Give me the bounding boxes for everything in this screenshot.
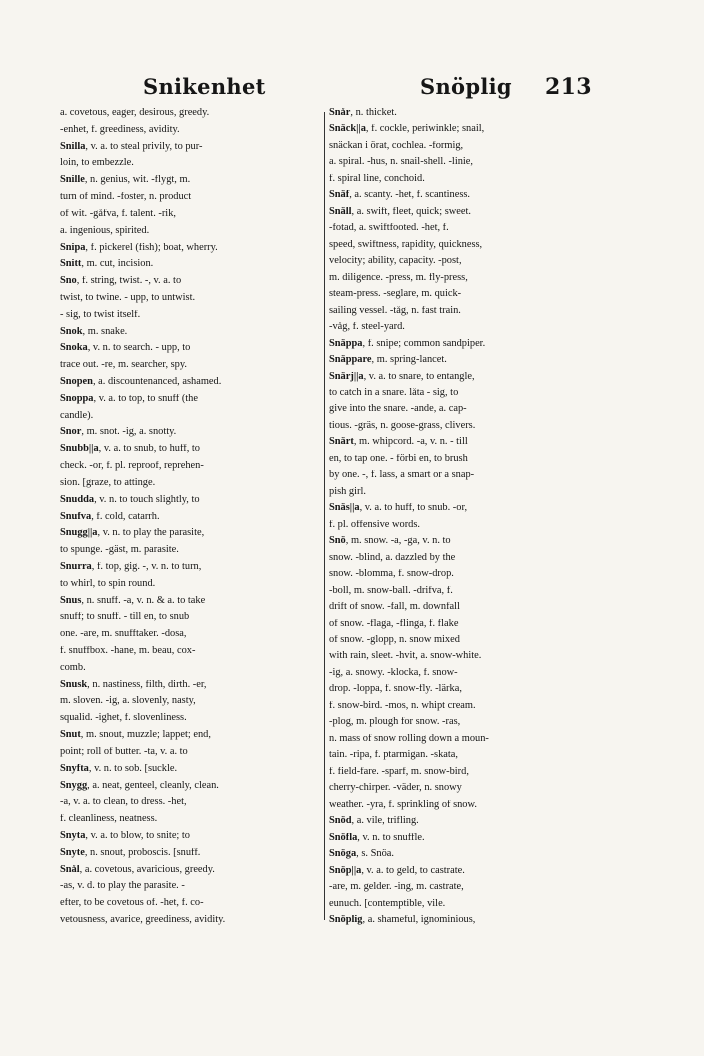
entry-line: Snår, n. thicket. <box>329 108 397 118</box>
entry-line: Snäll, a. swift, fleet, quick; sweet. <box>329 206 471 217</box>
entry-line: drift of snow. -fall, m. downfall <box>329 602 460 613</box>
entry-line: Snoppa, v. a. to top, to snuff (the <box>60 393 198 404</box>
entry-line: Snäf, a. scanty. -het, f. scantiness. <box>329 190 471 201</box>
left-column <box>60 108 322 926</box>
entry-line: -as, v. d. to play the parasite. - <box>60 881 185 892</box>
entry-line: by one. -, f. lass, a smart or a snap- <box>329 470 475 481</box>
entry-line: Snugg||a, v. n. to play the parasite, <box>60 528 205 539</box>
entry-line: Snyta, v. a. to blow, to snite; to <box>60 830 190 841</box>
entry-line: weather. -yra, f. sprinkling of snow. <box>329 799 477 810</box>
entry-line: steam-press. -seglare, m. quick- <box>329 289 462 300</box>
entry-line: give into the snare. -ande, a. cap- <box>329 404 467 415</box>
entry-line: Snut, m. snout, muzzle; lappet; end, <box>60 730 211 741</box>
entry-line: Snipa, f. pickerel (fish); boat, wherry. <box>60 242 218 253</box>
entry-line: -våg, f. steel-yard. <box>329 322 405 333</box>
entry-line: Snitt, m. cut, incision. <box>60 259 154 270</box>
entry-line: Snål, a. covetous, avaricious, greedy. <box>60 864 215 875</box>
entry-line: f. snow-bird. -mos, n. whipt cream. <box>329 700 476 711</box>
entry-line: Snäppare, m. spring-lancet. <box>329 355 447 366</box>
entry-line: tious. -gräs, n. goose-grass, clivers. <box>329 420 476 431</box>
entry-line: cherry-chirper. -väder, n. snowy <box>329 783 462 794</box>
entry-line: -boll, m. snow-ball. -drifva, f. <box>329 585 453 596</box>
entry-line: Snö, m. snow. -a, -ga, v. n. to <box>329 536 451 547</box>
entry-line: -a, v. a. to clean, to dress. -het, <box>60 797 187 808</box>
entry-line: Snor, m. snot. -ig, a. snotty. <box>60 427 177 438</box>
entry-line: snow. -blind, a. dazzled by the <box>329 552 456 563</box>
entry-line: speed, swiftness, rapidity, quickness, <box>329 239 483 250</box>
entry-line: m. diligence. -press, m. fly-press, <box>329 272 468 283</box>
entry-line: eunuch. [contemptible, vile. <box>329 898 446 909</box>
entry-line: a. ingenious, spirited. <box>60 225 150 236</box>
entry-line: efter, to be covetous of. -het, f. co- <box>60 898 204 909</box>
entry-line: with rain, sleet. -hvit, a. snow-white. <box>329 651 482 662</box>
entry-line: to spunge. -gäst, m. parasite. <box>60 545 179 556</box>
entry-line: -ig, a. snowy. -klocka, f. snow- <box>329 667 458 678</box>
entry-line: Snopen, a. discountenanced, ashamed. <box>60 377 222 387</box>
entry-line: of snow. -flaga, -flinga, f. flake <box>329 618 459 629</box>
entry-line: Sno, f. string, twist. -, v. a. to <box>60 276 182 287</box>
entry-line: Snöplig, a. shameful, ignominious, <box>329 914 476 925</box>
entry-line: f. snuffbox. -hane, m. beau, cox- <box>60 646 196 656</box>
entry-line: f. field-fare. -sparf, m. snow-bird, <box>329 766 469 777</box>
entry-line: Snufva, f. cold, catarrh. <box>60 511 160 522</box>
entry-line: tain. -ripa, f. ptarmigan. -skata, <box>329 750 458 761</box>
entry-line: Snoka, v. n. to search. - upp, to <box>60 343 191 354</box>
right-column <box>329 108 589 926</box>
entry-line: Snurra, f. top, gig. -, v. n. to turn, <box>60 561 202 572</box>
entry-line: vetousness, avarice, greediness, avidity. <box>60 915 226 925</box>
entry-line: snäckan i örat, cochlea. -formig, <box>329 140 464 151</box>
entry-line: to whirl, to spin round. <box>60 578 156 589</box>
entry-line: Snille, n. genius, wit. -flygt, m. <box>60 175 191 186</box>
entry-line: -enhet, f. greediness, avidity. <box>60 124 180 135</box>
entry-line: Snus, n. snuff. -a, v. n. & a. to take <box>60 595 206 606</box>
entry-line: Snöga, s. Snöa. <box>329 849 394 860</box>
entry-line: snow. -blomma, f. snow-drop. <box>329 569 454 580</box>
entry-line: Snäck||a, f. cockle, periwinkle; snail, <box>329 124 485 135</box>
entry-line: Snusk, n. nastiness, filth, dirth. -er, <box>60 679 207 690</box>
entry-line: one. -are, m. snufftaker. -dosa, <box>60 629 187 640</box>
entry-line: f. cleanliness, neatness. <box>60 814 158 825</box>
entry-line: en, to tap one. - förbi en, to brush <box>329 453 468 464</box>
entry-line: loin, to embezzle. <box>60 158 134 169</box>
running-head-left: Snikenhet <box>143 74 266 99</box>
entry-line: Snubb||a, v. a. to snub, to huff, to <box>60 444 200 455</box>
entry-line: Snudda, v. n. to touch slightly, to <box>60 494 200 505</box>
entry-line: Snygg, a. neat, genteel, cleanly, clean. <box>60 780 219 791</box>
entry-line: turn of mind. -foster, n. product <box>60 192 192 203</box>
entry-line: of snow. -glopp, n. snow mixed <box>329 635 460 645</box>
entry-line: candle). <box>60 410 94 421</box>
entry-line: Snyte, n. snout, proboscis. [snuff. <box>60 847 201 858</box>
entry-line: of wit. -gåfva, f. talent. -rik, <box>60 208 176 219</box>
column-divider <box>324 112 325 920</box>
entry-line: a. spiral. -hus, n. snail-shell. -linie, <box>329 157 473 168</box>
entry-line: Snärt, m. whipcord. -a, v. n. - till <box>329 437 468 448</box>
entry-line: Snärj||a, v. a. to snare, to entangle, <box>329 371 475 382</box>
entry-line: Snöfla, v. n. to snuffle. <box>329 832 425 843</box>
entry-line: drop. -loppa, f. snow-fly. -lärka, <box>329 684 462 695</box>
entry-line: f. spiral line, conchoid. <box>329 173 425 184</box>
entry-line: -plog, m. plough for snow. -ras, <box>329 717 461 728</box>
entry-line: n. mass of snow rolling down a moun- <box>329 733 489 744</box>
entry-line: Snäs||a, v. a. to huff, to snub. -or, <box>329 503 468 514</box>
entry-line: pish girl. <box>329 486 366 497</box>
entry-line: sailing vessel. -tåg, n. fast train. <box>329 305 461 316</box>
entry-line: Snöd, a. vile, trifling. <box>329 816 419 827</box>
running-head-right: Snöplig <box>420 74 512 99</box>
entry-line: -fotad, a. swiftfooted. -het, f. <box>329 223 449 234</box>
entry-line: Snöp||a, v. a. to geld, to castrate. <box>329 865 465 876</box>
entry-line: sion. [graze, to attinge. <box>60 477 156 488</box>
entry-line: Snäppa, f. snipe; common sandpiper. <box>329 338 486 349</box>
entry-line: Snyfta, v. n. to sob. [suckle. <box>60 763 178 774</box>
entry-line: twist, to twine. - upp, to untwist. <box>60 292 196 303</box>
entry-line: Snok, m. snake. <box>60 326 128 337</box>
entry-line: f. pl. offensive words. <box>329 519 420 530</box>
entry-line: -are, m. gelder. -ing, m. castrate, <box>329 882 464 893</box>
entry-line: velocity; ability, capacity. -post, <box>329 256 462 267</box>
entry-line: - sig, to twist itself. <box>60 309 141 320</box>
page-number: 213 <box>545 74 592 100</box>
entry-line: to catch in a snare. låta - sig, to <box>329 387 459 398</box>
entry-line: point; roll of butter. -ta, v. a. to <box>60 746 188 757</box>
entry-line: a. covetous, eager, desirous, greedy. <box>60 108 210 118</box>
entry-line: snuff; to snuff. - till en, to snub <box>60 612 190 623</box>
entry-line: comb. <box>60 662 86 673</box>
entry-line: squalid. -ighet, f. slovenliness. <box>60 713 187 724</box>
entry-line: check. -or, f. pl. reproof, reprehen- <box>60 461 204 472</box>
entry-line: trace out. -re, m. searcher, spy. <box>60 360 188 371</box>
entry-line: Snilla, v. a. to steal privily, to pur- <box>60 141 203 152</box>
entry-line: m. sloven. -ig, a. slovenly, nasty, <box>60 696 196 707</box>
